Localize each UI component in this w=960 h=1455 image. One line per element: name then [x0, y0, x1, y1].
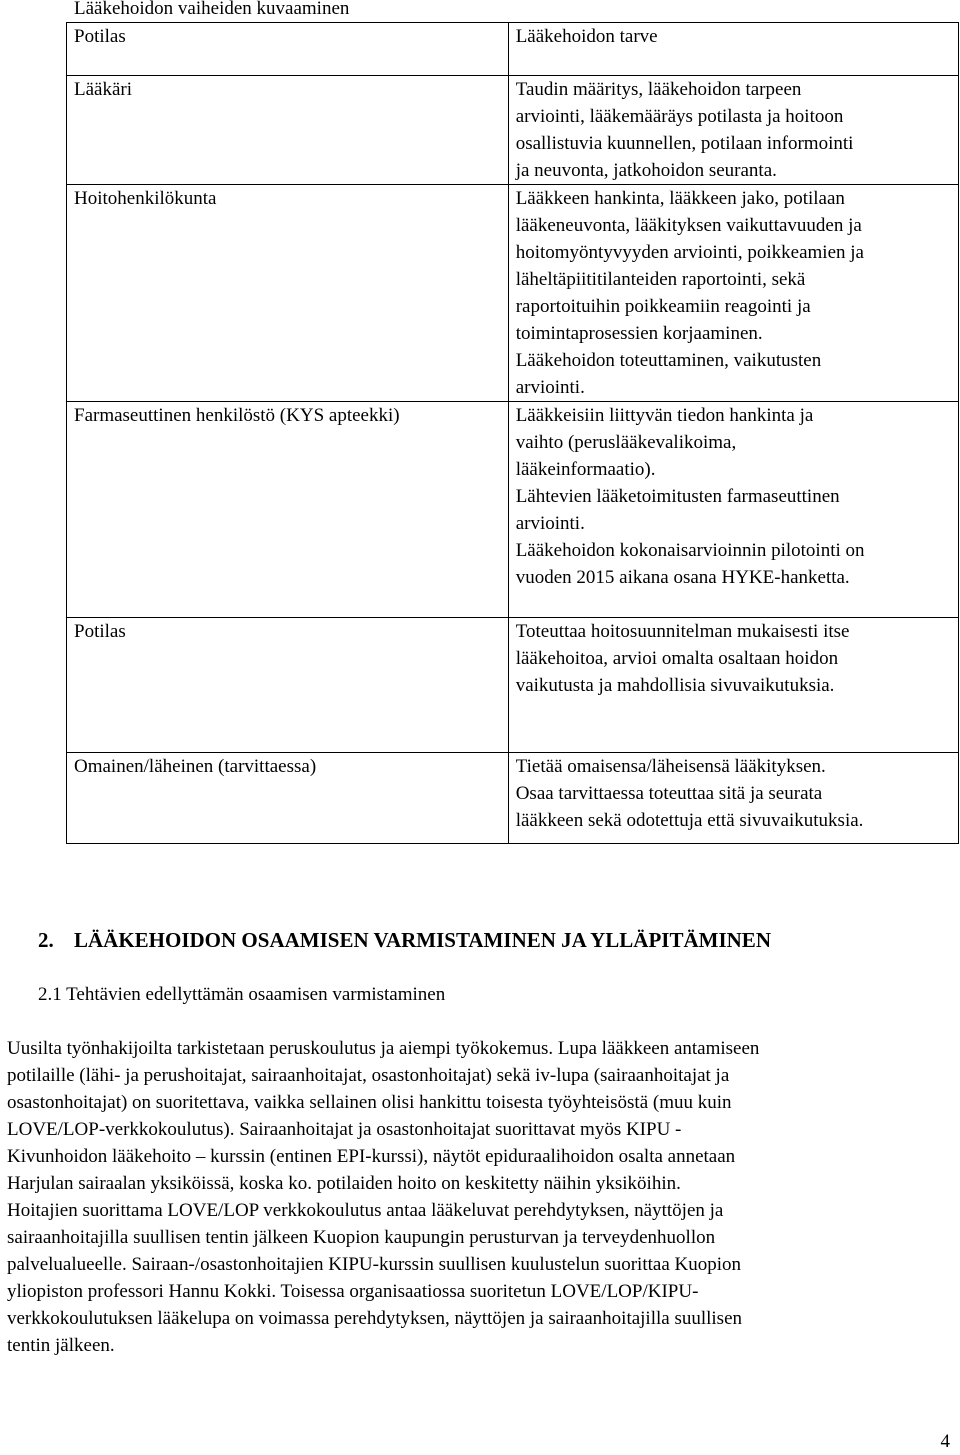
header-left-cell [67, 23, 509, 76]
description-line: lääkeinformaatio). [515, 459, 656, 480]
description-line: hoitomyöntyvyyden arviointi, poikkeamien ja [515, 242, 864, 263]
paragraph-line: sairaanhoitajilla suullisen tentin jälkeen Kuopion kaupungin perusturvan ja terveydenhuollon [7, 1227, 716, 1248]
table-row [67, 618, 959, 753]
description-line: arviointi. [515, 377, 585, 398]
role-cell [67, 185, 509, 402]
description-line: lääkkeen sekä odotettuja että sivuvaikutuksia. [515, 810, 864, 831]
paragraph-line: Kivunhoidon lääkehoito – kurssin (entinen EPI-kurssi), näytöt epiduraalihoidon osalta annetaan [7, 1146, 736, 1167]
paragraph-line: Hoitajien suorittama LOVE/LOP verkkokoulutus antaa lääkeluvat perehdytyksen, näyttöjen ja [7, 1200, 724, 1221]
description-line: Toteuttaa hoitosuunnitelman mukaisesti itse [515, 621, 850, 642]
description-line: lääkeneuvonta, lääkityksen vaikuttavuuden ja [515, 215, 862, 236]
role-text: Lääkäri [74, 79, 133, 100]
description-line: Lääkehoidon kokonaisarvioinnin pilotointi on [515, 540, 865, 561]
role-cell [67, 753, 509, 844]
section-heading [38, 926, 771, 954]
paragraph-line: osastonhoitajat) on suoritettava, vaikka sellainen olisi hankittu toisesta työyhteisöstä (muu kuin [7, 1092, 732, 1113]
description-line: arviointi, lääkemääräys potilasta ja hoitoon [515, 106, 844, 127]
paragraph-line: Harjulan sairaalan yksiköissä, koska ko. potilaiden hoito on keskitetty näihin yksiköihin. [7, 1173, 681, 1194]
description-line: Lääkehoidon toteuttaminen, vaikutusten [515, 350, 822, 371]
document-heading: Lääkehoidon vaiheiden kuvaaminen [74, 0, 350, 19]
description-line: vaikutusta ja mahdollisia sivuvaikutuksia. [515, 675, 835, 696]
description-cell [508, 618, 958, 753]
header-right-cell [508, 23, 958, 76]
body-paragraph [7, 1035, 952, 1359]
description-line: Osaa tarvittaessa toteuttaa sitä ja seurata [515, 783, 823, 804]
paragraph-line: yliopiston professori Hannu Kokki. Toisessa organisaatiossa suoritetun LOVE/LOP/KIPU- [7, 1281, 699, 1302]
description-line: Lääkkeisiin liittyvän tiedon hankinta ja [515, 405, 814, 426]
paragraph-line: potilaille (lähi- ja perushoitajat, sairaanhoitajat, osastonhoitajat) sekä iv-lupa (sairaanhoitajat ja [7, 1065, 730, 1086]
description-line: vaihto (peruslääkevalikoima, [515, 432, 737, 453]
section-number: 2. [38, 928, 54, 952]
paragraph-line: Uusilta työnhakijoilta tarkistetaan peruskoulutus ja aiempi työkokemus. Lupa lääkkeen antamiseen [7, 1038, 760, 1059]
header-left-text: Potilas [74, 26, 126, 47]
paragraph-line: palvelualueelle. Sairaan-/osastonhoitajien KIPU-kurssin suullisen kuulustelun suorittaa Kuopion [7, 1254, 742, 1275]
description-cell [508, 185, 958, 402]
paragraph-line: verkkokoulutuksen lääkelupa on voimassa perehdytyksen, näyttöjen ja sairaanhoitajilla suullisen [7, 1308, 743, 1329]
description-line: Lähtevien lääketoimitusten farmaseuttinen [515, 486, 840, 507]
section-title: LÄÄKEHOIDON OSAAMISEN VARMISTAMINEN JA YLLÄPITÄMINEN [74, 928, 771, 952]
medication-roles-table [66, 22, 959, 844]
subsection-heading: 2.1 Tehtävien edellyttämän osaamisen varmistaminen [38, 984, 446, 1005]
role-cell [67, 76, 509, 185]
table-row [67, 753, 959, 844]
description-line: läheltäpiititilanteiden raportointi, sekä [515, 269, 806, 290]
table-row [67, 402, 959, 618]
description-cell [508, 76, 958, 185]
description-cell [508, 402, 958, 618]
description-line: osallistuvia kuunnellen, potilaan informointi [515, 133, 854, 154]
description-line: arviointi. [515, 513, 585, 534]
page-number: 4 [940, 1431, 950, 1452]
description-line: lääkehoitoa, arvioi omalta osaltaan hoidon [515, 648, 839, 669]
description-line: ja neuvonta, jatkohoidon seuranta. [515, 160, 777, 181]
header-right-text: Lääkehoidon tarve [515, 26, 658, 47]
paragraph-line: tentin jälkeen. [7, 1335, 115, 1356]
role-cell [67, 402, 509, 618]
role-cell [67, 618, 509, 753]
role-text: Farmaseuttinen henkilöstö (KYS apteekki) [74, 405, 400, 426]
role-text: Omainen/läheinen (tarvittaessa) [74, 756, 317, 777]
role-text: Potilas [74, 621, 126, 642]
table-header-row [67, 23, 959, 76]
table-row [67, 185, 959, 402]
description-line: raportoituihin poikkeamiin reagointi ja [515, 296, 811, 317]
paragraph-line: LOVE/LOP-verkkokoulutus). Sairaanhoitajat ja osastonhoitajat suorittavat myös KIPU - [7, 1119, 682, 1140]
role-text: Hoitohenkilökunta [74, 188, 217, 209]
description-line: Lääkkeen hankinta, lääkkeen jako, potilaan [515, 188, 845, 209]
description-line: vuoden 2015 aikana osana HYKE-hanketta. [515, 567, 850, 588]
description-line: Tietää omaisensa/läheisensä lääkityksen. [515, 756, 826, 777]
description-cell [508, 753, 958, 844]
description-line: Taudin määritys, lääkehoidon tarpeen [515, 79, 802, 100]
table-row [67, 76, 959, 185]
description-line: toimintaprosessien korjaaminen. [515, 323, 763, 344]
